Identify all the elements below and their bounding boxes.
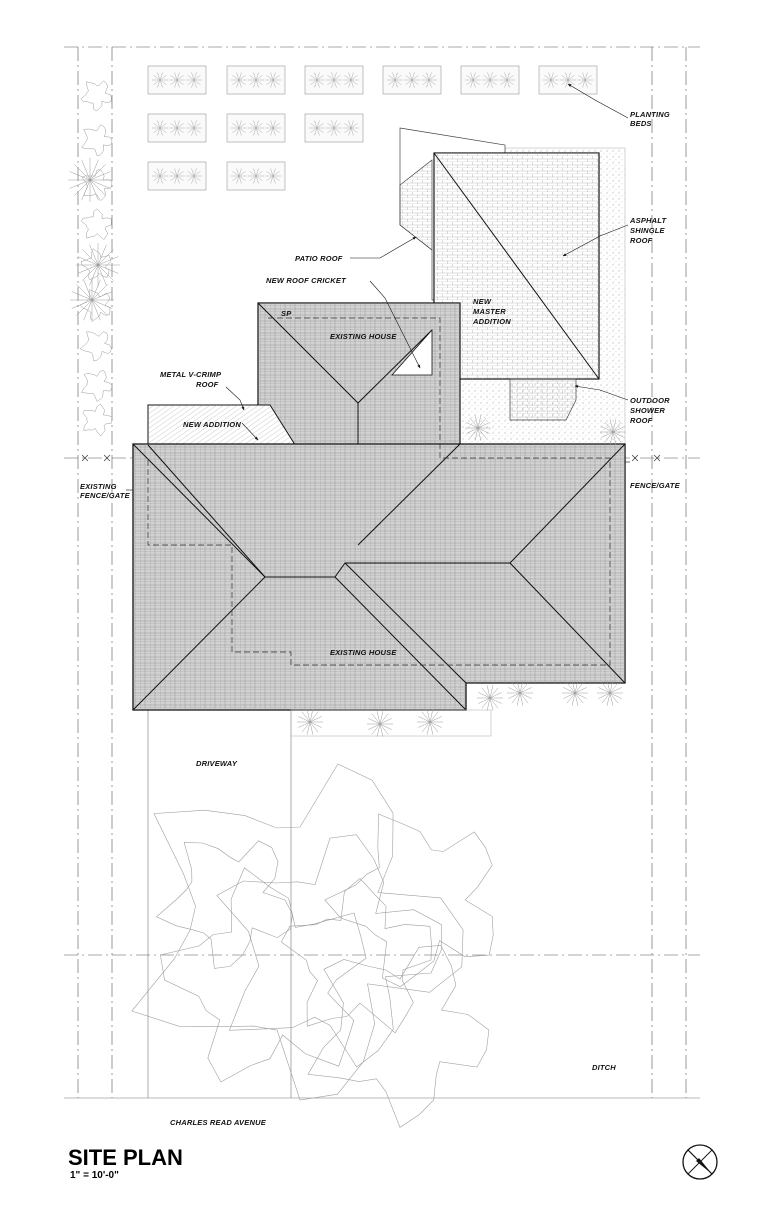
label-existing-fence-1: EXISTING — [80, 482, 117, 491]
boundary-solid-lines — [64, 710, 700, 1098]
foundation-plant-icon — [367, 711, 393, 736]
palm-icon — [70, 278, 114, 322]
label-new-addition: NEW ADDITION — [183, 420, 241, 429]
shrub-icon — [80, 332, 111, 361]
planting-strip — [291, 710, 491, 736]
label-shower-2: SHOWER — [630, 406, 665, 415]
shrub-icon — [82, 371, 113, 402]
shrub-icon — [82, 170, 112, 201]
shrub-icon — [83, 404, 112, 436]
label-master-1: NEW — [473, 297, 492, 306]
label-driveway: DRIVEWAY — [196, 759, 238, 768]
foundation-plant-icon — [477, 685, 503, 710]
tree-canopy-outline — [325, 814, 493, 987]
foundation-plant-icon — [562, 680, 588, 705]
label-fence-gate-right: FENCE/GATE — [630, 481, 680, 490]
existing-house-main-roof — [133, 444, 625, 710]
label-metal-1: METAL V-CRIMP — [160, 370, 222, 379]
label-planting-beds-1: PLANTING — [630, 110, 670, 119]
label-patio-roof: PATIO ROOF — [295, 254, 343, 263]
tree-canopy-outline — [308, 945, 489, 1127]
label-existing-house-bottom: EXISTING HOUSE — [330, 648, 397, 657]
label-ditch: DITCH — [592, 1063, 616, 1072]
label-existing-house-top: EXISTING HOUSE — [330, 332, 397, 341]
tree-canopy-outline — [217, 835, 442, 1067]
label-asphalt-3: ROOF — [630, 236, 653, 245]
label-master-2: MASTER — [473, 307, 506, 316]
north-arrow-icon — [683, 1145, 717, 1179]
tree-canopy-outline — [160, 868, 366, 1082]
foundation-plant-icon — [297, 709, 323, 734]
foundation-plant-icon — [417, 709, 443, 734]
label-master-3: ADDITION — [473, 317, 511, 326]
label-planting-beds-2: BEDS — [630, 119, 652, 128]
label-metal-2: ROOF — [196, 380, 219, 389]
foundation-plant-icon — [507, 680, 533, 705]
foundation-plant-icon — [597, 680, 623, 705]
scale-note: 1" = 10'-0" — [70, 1170, 119, 1181]
shrub-icon — [81, 209, 111, 240]
label-existing-fence-2: FENCE/GATE — [80, 491, 130, 500]
shrub-icon — [81, 81, 112, 111]
label-shower-1: OUTDOOR — [630, 396, 670, 405]
label-asphalt-1: ASPHALT — [630, 216, 667, 225]
shrub-icon — [82, 125, 112, 156]
tree-canopy-outline — [281, 878, 431, 1032]
label-street: CHARLES READ AVENUE — [170, 1118, 266, 1127]
label-shower-3: ROOF — [630, 416, 653, 425]
palm-icon — [76, 243, 120, 287]
label-asphalt-2: SHINGLE — [630, 226, 665, 235]
label-new-roof-cricket: NEW ROOF CRICKET — [266, 276, 346, 285]
label-sp: SP — [281, 309, 292, 318]
outdoor-shower-roof — [510, 379, 576, 420]
page-title: SITE PLAN — [68, 1145, 183, 1170]
palm-icon — [68, 158, 112, 202]
tree-canopy — [132, 764, 493, 1127]
tree-canopy-outline — [132, 764, 463, 1100]
